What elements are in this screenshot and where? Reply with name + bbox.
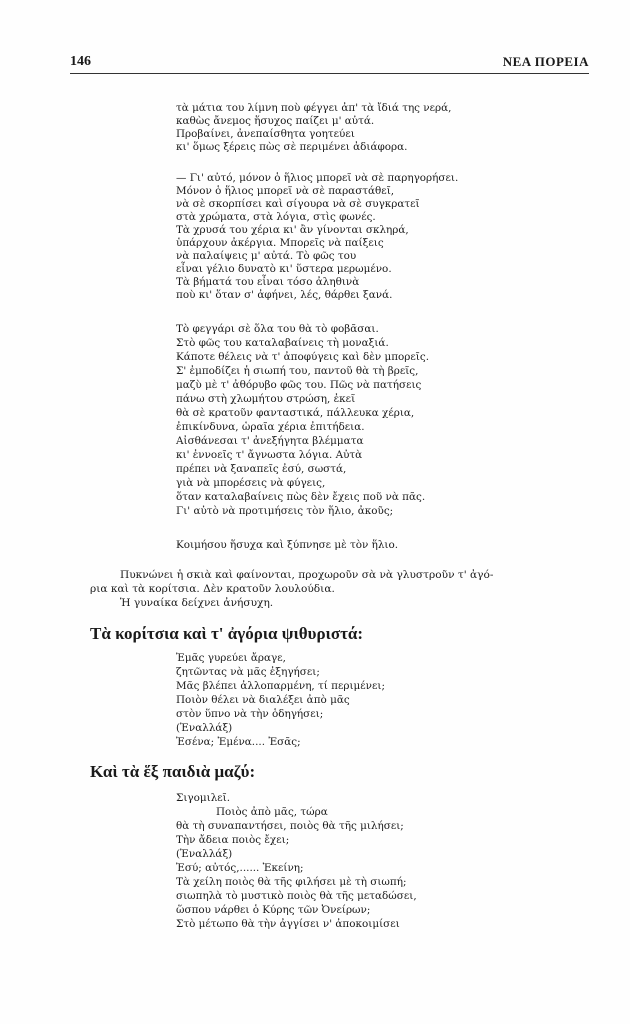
verse-line: Σιγομιλεῖ. — [176, 792, 231, 804]
verse-line: κι' ἐννοεῖς τ' ἄγνωστα λόγια. Αὐτὰ — [176, 449, 363, 461]
verse-line: νὰ παλαίψεις μ' αὐτά. Τὸ φῶς του — [176, 250, 357, 262]
verse-line: σιωπηλὰ τὸ μυστικὸ ποιὸς θὰ τῆς μεταδώσει, — [176, 890, 417, 902]
verse-line: ὥσπου νάρθει ὁ Κύρης τῶν Ὀνείρων; — [176, 904, 371, 916]
verse-line: (Ἐναλλάξ) — [176, 848, 233, 860]
verse-line: μαζὺ μὲ τ' ἀθόρυβο φῶς του. Πῶς νὰ πατήσεις — [176, 379, 422, 391]
verse-line: Ἐσένα; Ἐμένα.... Ἐσᾶς; — [176, 736, 301, 748]
verse-line: Αἰσθάνεσαι τ' ἀνεξήγητα βλέμματα — [176, 435, 364, 447]
verse-line: Τὰ χείλη ποιὸς θὰ τῆς φιλήσει μὲ τὴ σιωπή; — [176, 876, 407, 888]
verse-line: Γι' αὐτὸ νὰ προτιμήσεις τὸν ἥλιο, ἀκοῦς; — [176, 505, 394, 517]
verse-line: θὰ σὲ κρατοῦν φανταστικά, πάλλευκα χέρια, — [176, 407, 415, 419]
verse-line: ποὺ κι' ὅταν σ' ἀφήνει, λές, θάρθει ξανά. — [176, 289, 393, 301]
journal-title: ΝΕΑ ΠΟΡΕΙΑ — [502, 54, 589, 69]
verse-line: Μᾶς βλέπει ἀλλοπαρμένη, τί περιμένει; — [176, 680, 385, 692]
prose-line: Πυκνώνει ἡ σκιὰ καὶ φαίνονται, προχωροῦν σὰ νὰ γλυστροῦν τ' ἀγό- — [120, 569, 494, 581]
verse-line: Τὰ βήματά του εἶναι τόσο ἀληθινὰ — [176, 276, 360, 288]
verse-line: Τὰ χρυσά του χέρια κι' ἂν γίνονται σκληρά, — [176, 224, 409, 236]
verse-line: Κάποτε θέλεις νὰ τ' ἀποφύγεις καὶ δὲν μπορεῖς. — [176, 351, 429, 363]
verse-line: Ποιὸς ἀπὸ μᾶς, τώρα — [216, 806, 328, 818]
verse-line: Προβαίνει, ἀνεπαίσθητα γοητεύει — [176, 128, 355, 140]
verse-line: ζητῶντας νὰ μᾶς ἐξηγήσει; — [176, 666, 320, 678]
verse-line: νὰ σὲ σκορπίσει καὶ σίγουρα νὰ σὲ συγκρατεῖ — [176, 198, 420, 210]
verse-line: γιὰ νὰ μπορέσεις νὰ φύγεις, — [176, 477, 326, 489]
verse-line: πρέπει νὰ ξαναπεῖς ἐσύ, σωστά, — [176, 463, 347, 475]
verse-line: Ἐμᾶς γυρεύει ἄραγε, — [176, 652, 286, 664]
verse-line: εἶναι γέλιο δυνατὸ κι' ὕστερα μερωμένο. — [176, 263, 392, 275]
verse-line: Τὴν ἄδεια ποιὸς ἔχει; — [176, 834, 290, 846]
verse-line: Στὸ φῶς του καταλαβαίνεις τὴ μοναξιά. — [176, 337, 389, 349]
verse-line: καθὼς ἄνεμος ἥσυχος παίζει μ' αὐτά. — [176, 115, 375, 127]
page-number: 146 — [70, 54, 91, 69]
verse-line: ὑπάρχουν ἀκέργια. Μπορεῖς νὰ παίξεις — [176, 237, 384, 249]
verse-line: (Ἐναλλάξ) — [176, 722, 233, 734]
verse-line: Ποιὸν θέλει νὰ διαλέξει ἀπὸ μᾶς — [176, 694, 350, 706]
verse-line: στὰ χρώματα, στὰ λόγια, στὶς φωνές. — [176, 211, 376, 223]
verse-line: ἐπικίνδυνα, ὡραῖα χέρια ἐπιτήδεια. — [176, 421, 365, 433]
prose-line: ρια καὶ τὰ κορίτσια. Δὲν κρατοῦν λουλούδια. — [90, 583, 335, 595]
verse-line: θὰ τὴ συναπαντήσει, ποιὸς θὰ τῆς μιλήσει; — [176, 820, 404, 832]
verse-line: στὸν ὕπνο νὰ τὴν ὁδηγήσει; — [176, 708, 324, 720]
verse-line: ὅταν καταλαβαίνεις πὼς δὲν ἔχεις ποῦ νὰ πᾶς. — [176, 491, 426, 503]
section-heading-whispers: Τὰ κορίτσια καὶ τ' ἀγόρια ψιθυριστά: — [90, 624, 364, 643]
verse-line: Μόνον ὁ ἥλιος μπορεῖ νὰ σὲ παραστάθεῖ, — [176, 185, 395, 197]
prose-line: Ἡ γυναίκα δείχνει ἀνήσυχη. — [120, 597, 274, 609]
verse-line: Τὸ φεγγάρι σὲ ὅλα του θὰ τὸ φοβᾶσαι. — [176, 323, 379, 335]
section-heading-six-children: Καὶ τὰ ἕξ παιδιὰ μαζύ: — [90, 762, 256, 781]
verse-line: Στὸ μέτωπο θὰ τὴν ἀγγίσει ν' ἀποκοιμίσει — [176, 918, 400, 930]
verse-line: πάνω στὴ χλωμήτου στρώση, ἐκεῖ — [176, 393, 356, 405]
header-rule — [70, 73, 589, 74]
verse-line: Ἐσύ; αὐτός,...... Ἐκείνη; — [176, 862, 304, 874]
verse-line: τὰ μάτια του λίμνη ποὺ φέγγει ἀπ' τὰ ἴδιά της νερά, — [176, 102, 452, 114]
verse-line-closing: Κοιμήσου ἥσυχα καὶ ξύπνησε μὲ τὸν ἥλιο. — [176, 539, 399, 551]
verse-line: — Γι' αὐτό, μόνον ὁ ἥλιος μπορεῖ νὰ σὲ παρηγορήσει. — [176, 172, 459, 184]
verse-line: κι' ὅμως ξέρεις πὼς σὲ περιμένει ἀδιάφορα. — [176, 141, 408, 153]
verse-line: Σ' ἐμποδίζει ἡ σιωπή του, παντοῦ θὰ τὴ βρεῖς, — [176, 365, 419, 377]
page-header — [70, 54, 589, 70]
